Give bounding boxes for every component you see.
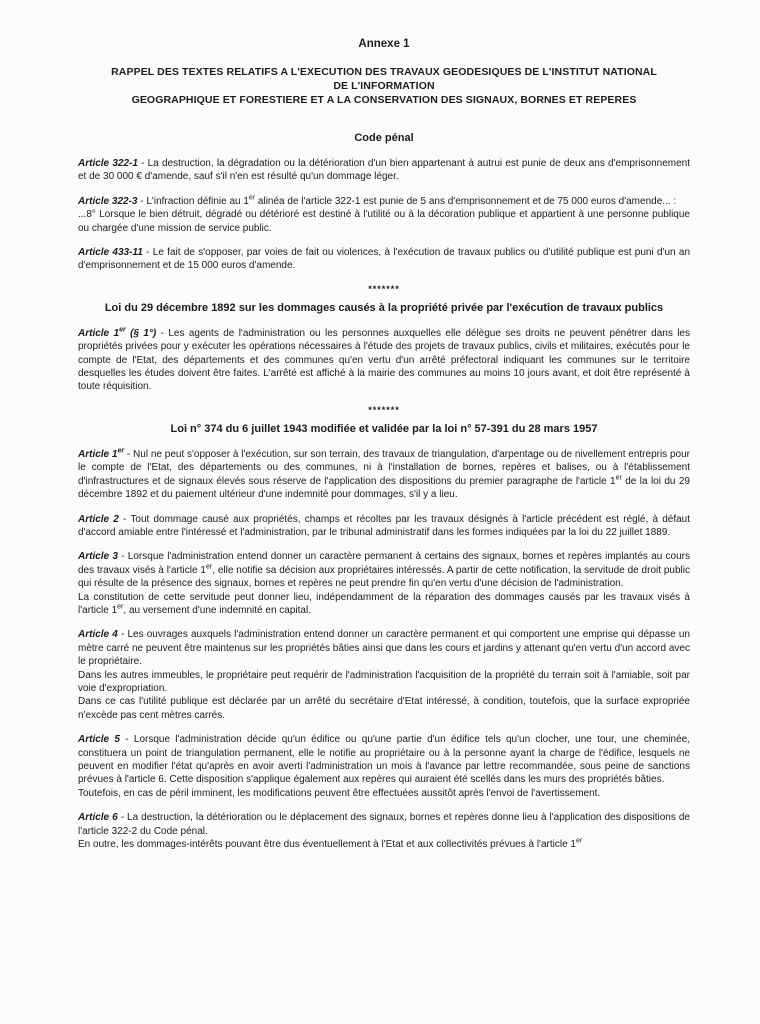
article-text: La constitution de cette servitude peut donner lieu, indépendamment de la réparation des dommages causés par les travaux visés à l'article 1	[78, 591, 690, 616]
article-5-loi-1943	[78, 733, 690, 800]
article-3-loi-1943	[78, 550, 690, 617]
separator: *******	[368, 283, 400, 294]
article-label	[78, 449, 124, 460]
article-label: Article 433-11	[78, 247, 143, 259]
article-label: Article 3	[78, 551, 118, 563]
article-label-text: Article 1	[78, 448, 118, 460]
document-title	[78, 65, 690, 107]
article-text: , au versement d'une indemnité en capital.	[123, 604, 311, 616]
article-label: Article 5	[78, 734, 120, 746]
article-paragraph	[78, 591, 690, 618]
article-text: Dans les autres immeubles, le propriétaire peut requérir de l'administration l'acquisition de la propriété du terrain soit à l'amiable, soit par voie d'expropriation.	[78, 669, 690, 694]
article-label-suffix: (§ 1°)	[125, 327, 157, 339]
annexe-heading: Annexe 1	[358, 38, 410, 50]
superscript: er	[119, 326, 126, 334]
article-322-3	[78, 195, 690, 235]
superscript: er	[205, 563, 213, 571]
superscript: er	[248, 194, 256, 202]
article-text: - Lorsque l'administration entend donner un caractère permanent à certains des signaux, bornes et repères implantés au cours des travaux visés à l'article 1	[78, 551, 690, 576]
article-text: Dans ce cas l'utilité publique est déclarée par un arrêté du secrétaire d'Etat intéressé, à condition, toutefois, que la surface expropriée n'excède pas cent mètres carrés.	[78, 696, 690, 721]
separator: *******	[368, 404, 400, 415]
article-1-loi-1892	[78, 327, 690, 394]
title-line-3: GEOGRAPHIQUE ET FORESTIERE ET A LA CONSERVATION DES SIGNAUX, BORNES ET REPERES	[131, 94, 637, 106]
article-label	[78, 328, 156, 339]
article-text: alinéa de l'article 322-1 est punie de 5 ans d'emprisonnement et de 75 000 euros d'amende... :	[255, 195, 677, 207]
article-label: Article 322-1	[78, 158, 138, 169]
article-text: En outre, les dommages-intérêts pouvant être dus éventuellement à l'Etat et aux collectivités prévues à l'article 1	[78, 839, 576, 851]
article-text: - La destruction, la détérioration ou le déplacement des signaux, bornes et repères donne lieu à l'application des dispositions de l'article 322-2 du Code pénal.	[78, 812, 690, 837]
article-label: Article 6	[78, 812, 118, 824]
article-text: ...8° Lorsque le bien détruit, dégradé ou détérioré est destiné à l'utilité ou à la décoration publique et appartient à une personne publique ou chargée d'une mission de service public.	[78, 209, 690, 234]
article-text: - Les agents de l'administration ou les personnes auxquelles elle délègue ses droits ne peuvent pénétrer dans les propriétés privées pour y exécuter les opérations nécessaires à l'étude des projets de travaux publics, civils et militaires, exécutés pour le compte de l'Etat, des départements et des communes qu'en vertu d'un arrêté préfectoral indiquant les communes sur le territoire desquelles les études doivent être faites. L'arrêté est affiché à la mairie des communes au moins 10 jours avant, et doit être représenté à toute réquisition.	[78, 327, 690, 393]
article-label: Article 4	[78, 629, 118, 641]
article-label: Article 322-3	[78, 195, 138, 207]
article-text: - Nul ne peut s'opposer à l'exécution, sur son terrain, des travaux de triangulation, d'arpentage ou de nivellement entrepris pour le compte de l'Etat, des départements ou des communes, ni à l'installation de bornes, repères et balises, ou à l'établissement d'infrastructures et de signaux élevés sous réserve de l'application des dispositions du premier paragraphe de l'article 1	[78, 448, 690, 487]
article-text: - Tout dommage causé aux propriétés, champs et récoltes par les travaux désignés à l'article précédent est réglé, à défaut d'accord amiable entre l'intéressé et l'administration, par le tribunal administratif dans les formes indiquées par la loi du 22 juillet 1889.	[78, 513, 690, 538]
superscript: er	[117, 603, 124, 611]
document-page	[78, 38, 690, 862]
section-heading-loi-1943: Loi n° 374 du 6 juillet 1943 modifiée et validée par la loi n° 57-391 du 28 mars 1957	[170, 422, 598, 435]
article-2-loi-1943	[78, 513, 690, 540]
article-label-text: Article 1	[78, 327, 120, 339]
section-heading-code-penal: Code pénal	[354, 132, 414, 144]
superscript: er	[575, 837, 583, 845]
article-322-1	[78, 157, 690, 184]
article-text: , elle notifie sa décision aux propriétaires intéressés. A partir de cette notification, la servitude de droit public qui résulte de la présence des signaux, bornes et repères ne peut prendre fin qu'en vertu d'une décision de l'administration.	[78, 564, 690, 590]
superscript: er	[117, 447, 125, 455]
title-line-1: RAPPEL DES TEXTES RELATIFS A L'EXECUTION DES TRAVAUX GEODESIQUES DE L'INSTITUT NATIONAL	[111, 66, 657, 78]
section-heading-loi-1892: Loi du 29 décembre 1892 sur les dommages causés à la propriété privée par l'exécution de travaux publics	[104, 301, 664, 314]
article-text: - Lorsque l'administration décide qu'un édifice ou qu'une partie d'un édifice tels qu'un clocher, une tour, une cheminée, constituera un point de triangulation permanent, elle le notifie au propriétaire ou à la personne ayant la charge de l'édifice, lesquels ne peuvent en modifier l'état qu'après en avoir averti l'administration un mois à l'avance par lettre recommandée, sous peine de sanctions prévues à l'article 6. Cette disposition s'applique également aux repères qui auraient été scellés dans les murs des propriétés bâties.	[78, 734, 691, 786]
article-text: - Le fait de s'opposer, par voies de fait ou violences, à l'exécution de travaux publics ou d'utilité publique est puni d'un an d'emprisonnement et de 15 000 euros d'amende.	[78, 247, 691, 272]
article-text: - L'infraction définie au 1	[137, 195, 249, 207]
article-text: Toutefois, en cas de péril imminent, les modifications peuvent être effectuées aussitôt après l'envoi de l'avertissement.	[78, 787, 601, 799]
article-6-loi-1943	[78, 811, 690, 851]
article-paragraph	[78, 838, 690, 851]
article-4-loi-1943	[78, 628, 690, 722]
article-text: de la loi du 29 décembre 1892 et du paiement ultérieur d'une indemnité pour dommages, s'il y a lieu.	[78, 475, 690, 501]
article-433-11	[78, 246, 690, 273]
article-text: - Les ouvrages auxquels l'administration entend donner un caractère permanent et qui comportent une emprise qui dépasse un mètre carré ne peuvent être maintenus sur les propriétés bâties ainsi que dans les cours et jardins y attenant qu'en vertu d'un accord avec le propriétaire.	[78, 629, 690, 668]
article-text: - La destruction, la dégradation ou la détérioration d'un bien appartenant à autrui est punie de deux ans d'emprisonnement et de 30 000 € d'amende, sauf s'il n'en est résulté qu'un dommage léger.	[78, 158, 691, 183]
article-label: Article 2	[78, 513, 119, 525]
article-1-loi-1943	[78, 448, 690, 502]
title-line-2: DE L'INFORMATION	[333, 80, 435, 92]
superscript: er	[615, 474, 622, 482]
